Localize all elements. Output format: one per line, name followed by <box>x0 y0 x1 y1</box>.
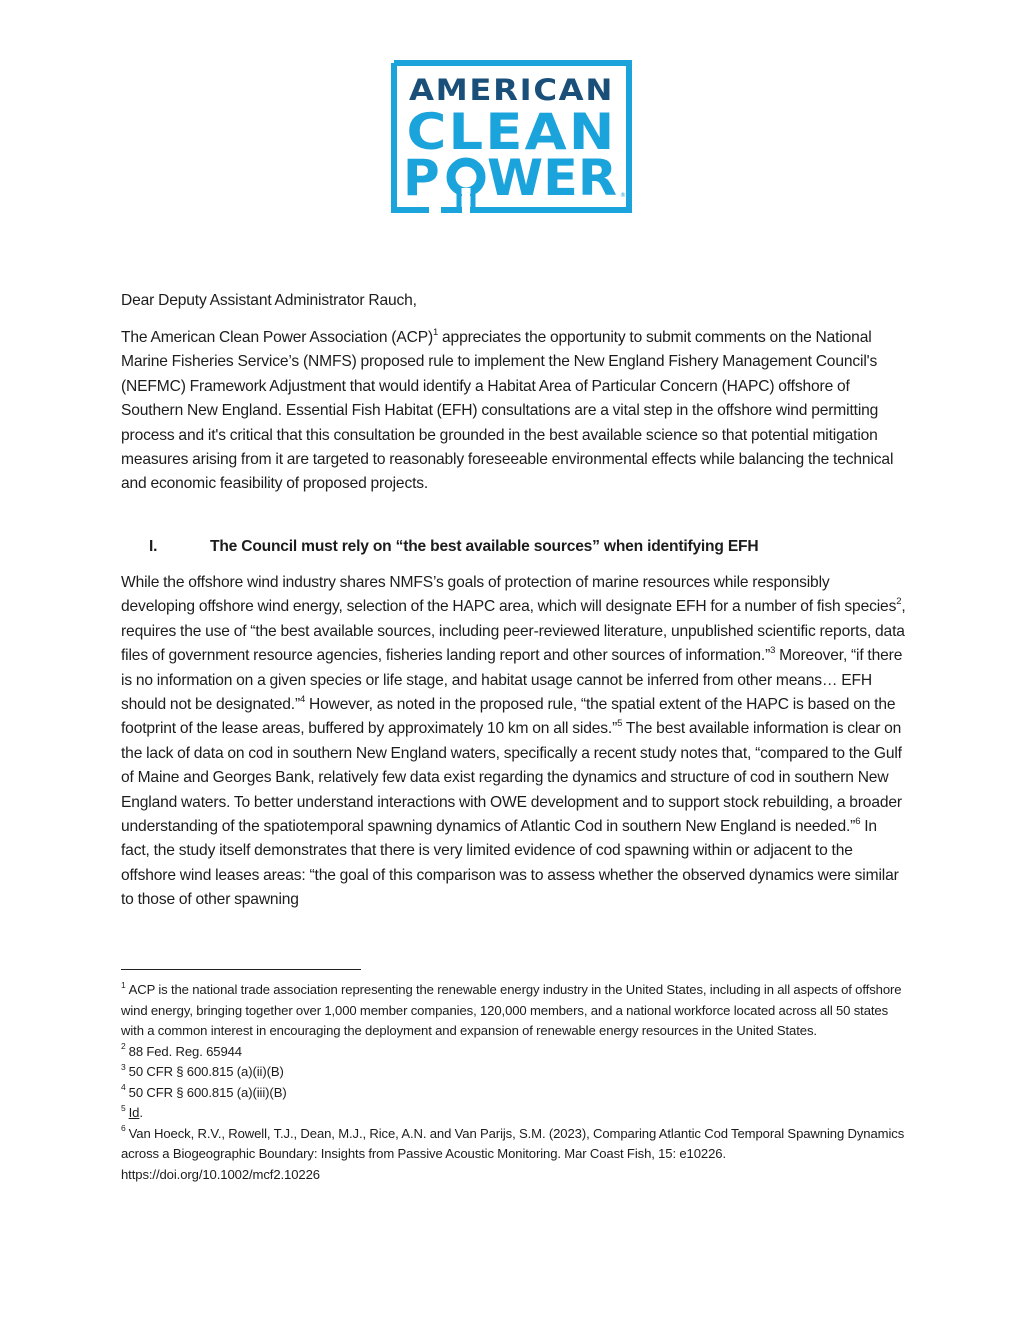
logo-wer-text: WER <box>487 149 617 207</box>
footnote-text: 50 CFR § 600.815 (a)(iii)(B) <box>128 1084 287 1100</box>
section-title: The Council must rely on “the best available sources” when identifying EFH <box>210 538 759 555</box>
footnote-ref-1[interactable]: 1 <box>433 326 439 338</box>
footnote-text: 50 CFR § 600.815 (a)(ii)(B) <box>128 1064 284 1079</box>
logo-o-plug-icon <box>451 162 481 213</box>
footnote-ref-2[interactable]: 2 <box>896 596 902 608</box>
footnote-number: 4 <box>121 1082 126 1093</box>
salutation: Dear Deputy Assistant Administrator Rauch, <box>121 292 417 309</box>
para1-text: The American Clean Power Association (ACP) <box>121 329 434 346</box>
footnote-text: 88 Fed. Reg. 65944 <box>128 1043 242 1059</box>
footnote-text: ACP is the national trade association representing the renewable energy industry in the United States, including in all aspects of offshore wind energy, bringing together over 1,000 member companies, 120,000 members, and a national workforce located across all 50 states with a common interest in encouraging the deployment and expansion of renewable energy resources in the United States. <box>121 982 902 1038</box>
footnote-text: . <box>139 1105 143 1120</box>
logo-american-text: AMERICAN <box>409 73 614 107</box>
footnote-5 <box>121 1103 911 1124</box>
footnote-ref-3[interactable]: 3 <box>770 645 776 657</box>
footnote-ref-6[interactable]: 6 <box>855 815 861 827</box>
para2-text: While the offshore wind industry shares NMFS’s goals of protection of marine resources while responsibly developing offshore wind energy, selection of the HAPC area, which will designate EFH for a number of fish species <box>121 574 897 616</box>
footnote-ref-5[interactable]: 5 <box>617 718 623 730</box>
footnote-3 <box>121 1062 911 1083</box>
footnote-text: Van Hoeck, R.V., Rowell, T.J., Dean, M.J., Rice, A.N. and Van Parijs, S.M. (2023), Comparing Atlantic Cod Temporal Spawning Dynamics across a Biogeographic Boundary: Insights from Passive Acoustic Monitoring. Mar Coast Fish, 15: e10226. https://doi.org/10.1002/mcf2.10226 <box>121 1125 905 1182</box>
footnote-id-citation: Id <box>128 1105 140 1120</box>
para2-text: However, as noted in the proposed rule, “the spatial extent of the HAPC is based on the footprint of the lease areas, buffered by approximately 10 km on all sides.” <box>121 696 896 738</box>
american-clean-power-logo <box>391 60 632 213</box>
section-paragraph <box>121 571 906 913</box>
logo-p-text: P <box>403 149 440 207</box>
footnote-separator <box>121 969 361 970</box>
footnote-2 <box>121 1042 911 1063</box>
section-number: I. <box>149 538 158 555</box>
registered-mark: ® <box>620 192 626 199</box>
footnote-number: 1 <box>121 979 126 990</box>
footnote-number: 5 <box>121 1102 126 1113</box>
footnote-6 <box>121 1124 911 1186</box>
footnote-ref-4[interactable]: 4 <box>300 693 306 705</box>
para1-text-cont: appreciates the opportunity to submit comments on the National Marine Fisheries Service’s (NMFS) proposed rule to implement the New England Fishery Management Council's (NEFMC) Framework Adjustment that would identify a Habitat Area of Particular Concern (HAPC) offshore of Southern New England. Essential Fish Habitat (EFH) consultations are a vital step in the offshore wind permitting process and it's critical that this consultation be grounded in the best available science so that potential mitigation measures arising from it are targeted to reasonably foreseeable environmental effects while balancing the technical and economic feasibility of proposed projects. <box>121 329 894 493</box>
footnote-number: 3 <box>121 1061 126 1072</box>
section-heading <box>121 535 906 559</box>
footnote-number: 6 <box>121 1123 126 1134</box>
footnote-4 <box>121 1083 911 1104</box>
para2-text: The best available information is clear on the lack of data on cod in southern New England waters, specifically a recent study notes that, “compared to the Gulf of Maine and Georges Bank, relatively few data exist regarding the dynamics and structure of cod in southern New England waters. To better understand interactions with OWE development and to support stock rebuilding, a broader understanding of the spatiotemporal spawning dynamics of Atlantic Cod in southern New England is needed.” <box>121 720 902 836</box>
para2-text: , requires the use of “the best available sources, including peer-reviewed literature, unpublished scientific reports, data files of government resource agencies, fisheries landing report and other sources of information.” <box>121 598 906 665</box>
footnote-number: 2 <box>121 1041 126 1052</box>
logo-clean-text: CLEAN <box>406 103 617 161</box>
para2-text: In fact, the study itself demonstrates that there is very limited evidence of cod spawning within or adjacent to the offshore wind leases areas: “the goal of this comparison was to assess whether the observed dynamics were similar to those of other spawning <box>121 818 899 909</box>
footnotes <box>121 980 911 1185</box>
intro-paragraph <box>121 326 906 497</box>
footnote-1 <box>121 980 911 1042</box>
para2-text: Moreover, “if there is no information on a given species or life stage, and habitat usage cannot be inferred from other means… EFH should not be designated.” <box>121 647 903 714</box>
